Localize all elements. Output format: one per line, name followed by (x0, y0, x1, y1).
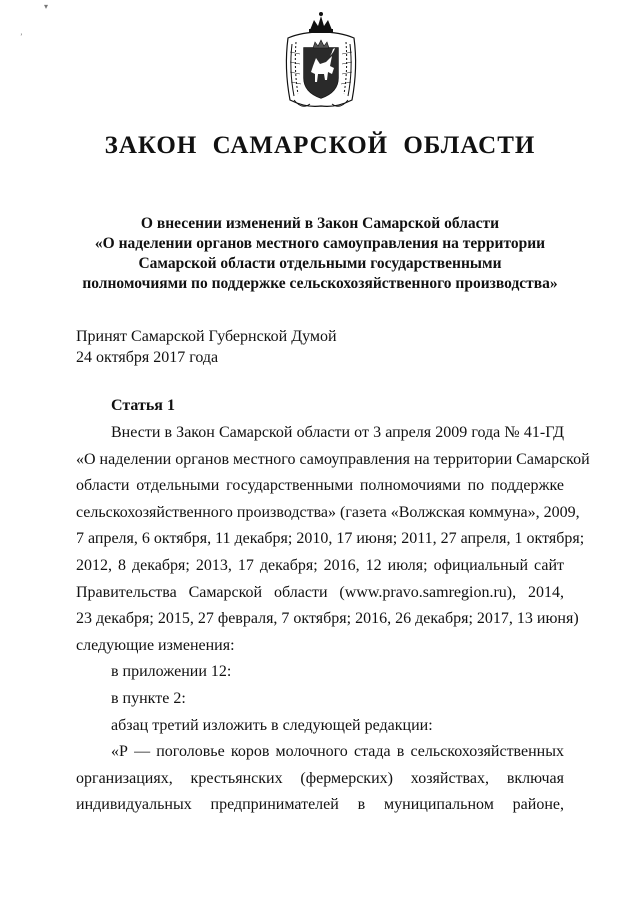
subject-line: О внесении изменений в Закон Самарской области (140, 215, 500, 232)
body-line: 2012, 8 декабря; 2013, 17 декабря; 2016, 12 июля; официальный сайт (76, 556, 564, 574)
body-line: «Р — поголовье коров молочного стада в сельскохозяйственных (111, 743, 564, 761)
body-line: организациях, крестьянских (фермерских) хозяйствах, включая (76, 769, 564, 787)
article-body (76, 420, 590, 819)
body-line: в пункте 2: (111, 689, 186, 707)
law-subject (60, 214, 580, 294)
scan-speck: ▾ (44, 2, 49, 11)
body-line: 7 апреля, 6 октября, 11 декабря; 2010, 17 июня; 2011, 27 апреля, 1 октября; (76, 530, 585, 548)
body-line: «О наделении органов местного самоуправления на территории Самарской (76, 450, 590, 468)
body-line: в приложении 12: (111, 663, 232, 681)
samara-coat-of-arms-icon (280, 8, 362, 112)
subject-line: Самарской области отдельными государственными (138, 255, 502, 272)
adoption-line: Принят Самарской Губернской Думой (76, 328, 337, 345)
subject-line: полномочиями по поддержке сельскохозяйственного производства» (82, 275, 558, 292)
body-line: следующие изменения: (76, 636, 235, 654)
scan-speck: ʼ (20, 32, 23, 41)
law-title: ЗАКОН САМАРСКОЙ ОБЛАСТИ (104, 132, 536, 159)
body-line: Правительства Самарской области (www.pravo.samregion.ru), 2014, (76, 583, 564, 601)
body-line: области отдельными государственными полномочиями по поддержке (76, 477, 564, 495)
body-line: сельскохозяйственного производства» (газета «Волжская коммуна», 2009, (76, 503, 580, 521)
body-line: 23 декабря; 2015, 27 февраля, 7 октября; 2016, 26 декабря; 2017, 13 июня) (76, 610, 579, 628)
article-title: Статья 1 (111, 397, 175, 414)
adoption-date: 24 октября 2017 года (76, 349, 219, 366)
adoption-note (76, 326, 337, 368)
body-line: абзац третий изложить в следующей редакции: (111, 716, 433, 734)
body-line: индивидуальных предпринимателей в муниципальном районе, (76, 796, 564, 814)
body-line: Внести в Закон Самарской области от 3 апреля 2009 года № 41-ГД (111, 424, 564, 441)
subject-line: «О наделении органов местного самоуправления на территории (94, 235, 546, 252)
